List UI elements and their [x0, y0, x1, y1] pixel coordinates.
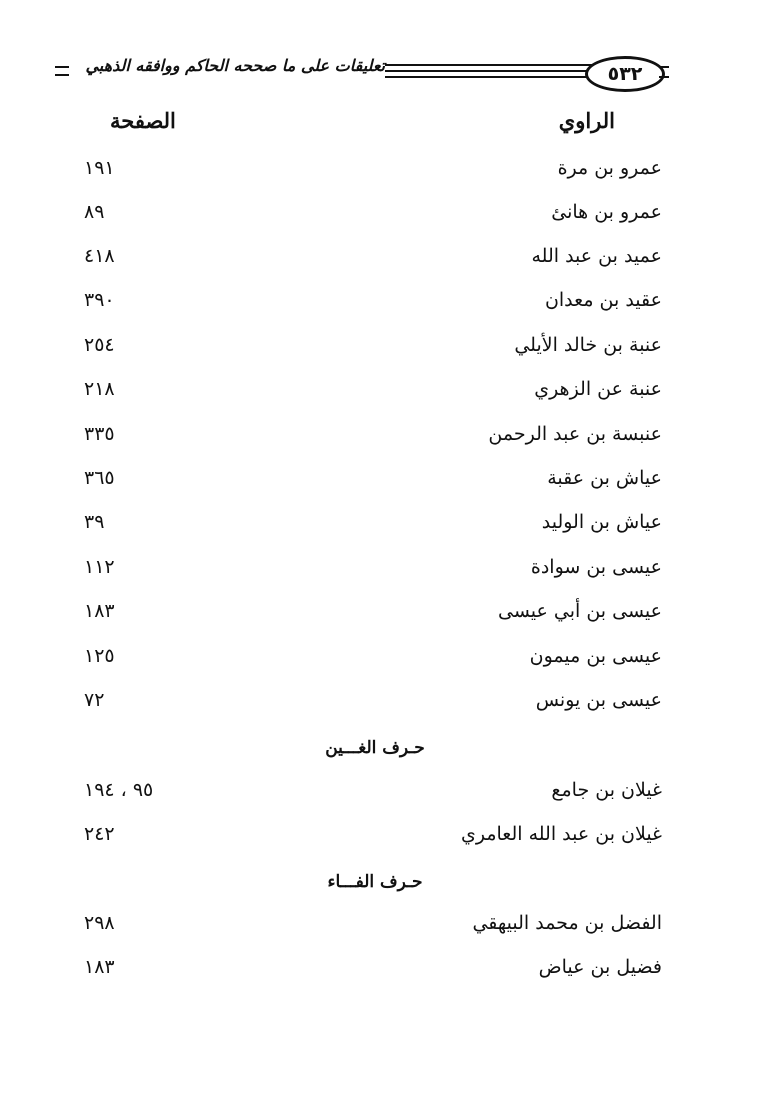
page-reference: ١٩١ [84, 157, 115, 179]
page-reference: ١٨٣ [84, 600, 115, 622]
narrator-name: عنبة بن خالد الأيلي [514, 334, 662, 356]
page-reference: ٤١٨ [84, 245, 115, 267]
running-header [55, 52, 670, 92]
index-row [0, 511, 767, 551]
narrator-name: عيسى بن سوادة [530, 556, 662, 578]
index-row [0, 157, 767, 197]
narrator-name: عقيد بن معدان [544, 289, 662, 311]
index-row [0, 912, 767, 952]
index-row [0, 689, 767, 729]
narrator-name: عنبسة بن عبد الرحمن [488, 423, 662, 445]
header-end-mark [55, 66, 69, 76]
page-reference: ٩٥ ، ١٩٤ [84, 779, 154, 801]
page-reference: ٣٩ [84, 511, 105, 533]
page-reference: ٨٩ [84, 201, 105, 223]
page-reference: ٢٤٢ [84, 823, 115, 845]
section-heading-ghain: حـرف الغـــين [325, 738, 425, 758]
index-row [0, 779, 767, 819]
running-title: تعليقات على ما صححه الحاكم ووافقه الذهبي [85, 56, 385, 75]
page-column-heading: الصفحة [110, 108, 176, 133]
index-row [0, 956, 767, 996]
narrator-name: غيلان بن جامع [551, 779, 662, 801]
narrator-name: عياش بن الوليد [541, 511, 662, 533]
page-reference: ٢٩٨ [84, 912, 115, 934]
narrator-name: عيسى بن ميمون [529, 645, 662, 667]
page-reference: ١١٢ [84, 556, 115, 578]
page-number: ٥٣٢ [585, 56, 665, 92]
index-row [0, 289, 767, 329]
narrator-name: عياش بن عقبة [547, 467, 662, 489]
narrator-name: عمرو بن هانئ [551, 201, 662, 223]
index-row [0, 556, 767, 596]
narrator-name: عميد بن عبد الله [531, 245, 662, 267]
index-row [0, 823, 767, 863]
narrator-name: فضيل بن عياض [538, 956, 662, 978]
page-reference: ٧٢ [84, 689, 105, 711]
index-row [0, 245, 767, 285]
page-reference: ٢١٨ [84, 378, 115, 400]
page-number-ornament [659, 66, 669, 78]
index-row [0, 645, 767, 685]
page-reference: ٣٦٥ [84, 467, 115, 489]
index-row [0, 467, 767, 507]
narrator-name: الفضل بن محمد البيهقي [472, 912, 662, 934]
index-row [0, 334, 767, 374]
index-row [0, 423, 767, 463]
index-row [0, 201, 767, 241]
section-heading-fa: حـرف الفـــاء [327, 872, 423, 892]
page-reference: ١٨٣ [84, 956, 115, 978]
narrator-name: عيسى بن أبي عيسى [498, 600, 662, 622]
page-reference: ٢٥٤ [84, 334, 115, 356]
narrator-name: غيلان بن عبد الله العامري [460, 823, 662, 845]
page-reference: ١٢٥ [84, 645, 115, 667]
narrator-name: عنبة عن الزهري [534, 378, 662, 400]
index-row [0, 378, 767, 418]
narrator-column-heading: الراوي [558, 108, 615, 133]
narrator-name: عيسى بن يونس [535, 689, 662, 711]
index-row [0, 600, 767, 640]
page-reference: ٣٩٠ [84, 289, 115, 311]
page-reference: ٣٣٥ [84, 423, 115, 445]
narrator-name: عمرو بن مرة [557, 157, 662, 179]
